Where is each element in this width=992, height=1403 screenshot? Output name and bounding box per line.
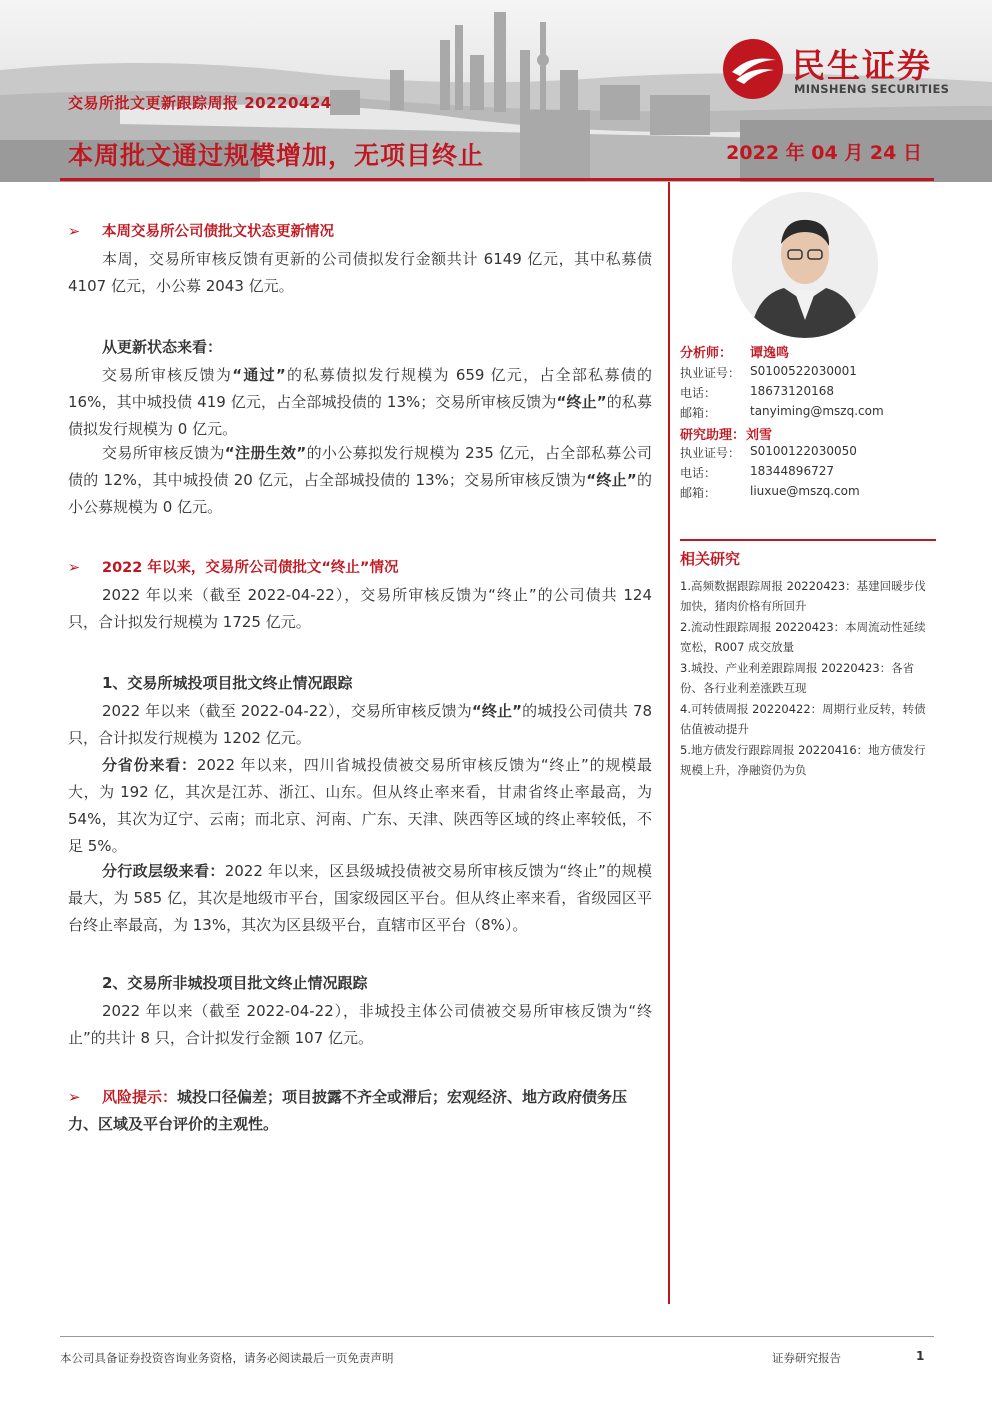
footer-divider [60, 1336, 934, 1337]
paragraph: 2022 年以来（截至 2022-04-22），交易所审核反馈为“终止”的公司债共 124 只，合计拟发行规模为 1725 亿元。 [68, 586, 652, 631]
minsheng-logo-icon [722, 38, 784, 100]
paragraph: 2022 年以来（截至 2022-04-22），交易所审核反馈为“终止”的城投公司债共 78 只，合计拟发行规模为 1202 亿元。 [68, 702, 652, 747]
arrow-bullet-icon: ➢ [68, 224, 81, 240]
related-item[interactable]: 1.高频数据跟踪周报 20220423：基建回暖步伐加快，猪肉价格有所回升 [680, 579, 926, 613]
paragraph: 本周，交易所审核反馈有更新的公司债拟发行金额共计 6149 亿元，其中私募债 4107 亿元，小公募 2043 亿元。 [68, 250, 652, 295]
paragraph: 交易所审核反馈为“通过”的私募债拟发行规模为 659 亿元，占全部私募债的 16%，其中城投债 419 亿元，占全部城投债的 13%；交易所审核反馈为“终止”的私募债拟发行规模为 0 亿元。 [68, 366, 652, 438]
page-number: 1 [916, 1349, 925, 1363]
related-item[interactable]: 5.地方债发行跟踪周报 20220416：地方债发行规模上升，净融资仍为负 [680, 743, 926, 777]
sub-heading: 从更新状态来看： [102, 338, 223, 356]
arrow-bullet-icon: ➢ [68, 1088, 81, 1106]
sub-heading: 1、交易所城投项目批文终止情况跟踪 [102, 674, 353, 692]
paragraph: 分行政层级来看：2022 年以来，区县级城投债被交易所审核反馈为“终止”的规模最大，为 585 亿，其次是地级市平台，国家级园区平台。但从终止率来看，省级园区平台终止率最高，为 13%，其次为区县级平台，直辖市区平台（8%）。 [68, 862, 652, 934]
related-item[interactable]: 4.可转债周报 20220422：周期行业反转，转债估值被动提升 [680, 702, 926, 736]
section-heading: ➢ 2022 年以来，交易所公司债批文“终止”情况 [68, 560, 399, 576]
brand-name-en: MINSHENG SECURITIES [794, 82, 950, 96]
side-divider [680, 539, 936, 541]
brand-logo [722, 38, 962, 102]
related-item[interactable]: 3.城投、产业利差跟踪周报 20220423：各省份、各行业利差涨跌互现 [680, 661, 915, 695]
report-date: 2022 年 04 月 24 日 [726, 142, 922, 164]
risk-warning: ➢ 风险提示：城投口径偏差；项目披露不齐全或滞后；宏观经济、地方政府债务压力、区域及平台评价的主观性。 [68, 1084, 652, 1138]
footer-doc-type: 证券研究报告 [772, 1351, 841, 1365]
related-research-list [680, 576, 930, 781]
paragraph: 交易所审核反馈为“注册生效”的小公募拟发行规模为 235 亿元，占全部私募公司债的 12%，其中城投债 20 亿元，占全部城投债的 13%；交易所审核反馈为“终止”的小公募规模为 0 亿元。 [68, 444, 652, 516]
footer-disclaimer: 本公司具备证券投资咨询业务资格，请务必阅读最后一页免责声明 [60, 1351, 394, 1365]
brand-name-cn: 民生证券 [792, 46, 932, 85]
header-divider [60, 178, 934, 181]
header-banner [0, 0, 992, 182]
analyst-portrait-icon [732, 192, 878, 338]
report-series: 交易所批文更新跟踪周报 20220424 [68, 94, 332, 112]
column-divider [668, 182, 670, 1304]
sub-heading: 2、交易所非城投项目批文终止情况跟踪 [102, 974, 368, 992]
analyst-photo [732, 192, 878, 338]
report-title: 本周批文通过规模增加，无项目终止 [68, 141, 485, 170]
arrow-bullet-icon: ➢ [68, 560, 81, 576]
paragraph: 2022 年以来（截至 2022-04-22），非城投主体公司债被交易所审核反馈为“终止”的共计 8 只，合计拟发行金额 107 亿元。 [68, 1002, 652, 1047]
section-heading: ➢ 本周交易所公司债批文状态更新情况 [68, 224, 334, 240]
related-research-title: 相关研究 [680, 550, 741, 568]
related-item[interactable]: 2.流动性跟踪周报 20220423：本周流动性延续宽松，R007 成交放量 [680, 620, 926, 654]
paragraph: 分省份来看：2022 年以来，四川省城投债被交易所审核反馈为“终止”的规模最大，为 192 亿，其次是江苏、浙江、山东。但从终止率来看，甘肃省终止率最高，为 54%，其次为辽宁、云南；而北京、河南、广东、天津、陕西等区域的终止率较低，不足 5%。 [68, 756, 652, 855]
